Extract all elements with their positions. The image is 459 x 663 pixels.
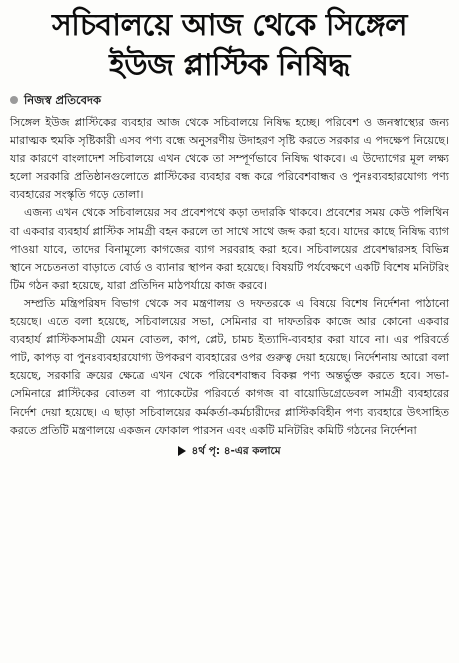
arrow-right-icon	[178, 446, 186, 456]
bullet-icon	[10, 96, 18, 104]
byline-text: নিজস্ব প্রতিবেদক	[24, 93, 102, 107]
paragraph-2: এজন্য এখন থেকে সচিবালয়ের সব প্রবেশপথে কড়া তদারকি থাকবে। প্রবেশের সময় কেউ পলিথিন বা একবার ব্যবহার্য প্লাস্টিক সামগ্রী বহন করলে তা সাথে সাথে জব্দ করা হবে। যাদের কাছে নিষিদ্ধ ব্যাগ পাওয়া যাবে, তাদের বিনামূল্যে কাগজের ব্যাগ সরবরাহ করা হবে। সচিবালয়ের প্রবেশদ্বারসহ বিভিন্ন স্থানে সচেতনতা বাড়াতে বোর্ড ও ব্যানার স্থাপন করা হয়েছে। বিষয়টি পর্যবেক্ষণে একটি বিশেষ মনিটরিং টিম গঠন করা হয়েছে, যারা প্রতিদিন মাঠপর্যায়ে কাজ করবে।	[10, 206, 449, 292]
headline	[10, 6, 449, 86]
continuation-text: ৪র্থ পৃ: ৪-এর কলামে	[191, 444, 281, 457]
headline-line-2: ইউজ প্লাস্টিক নিষিদ্ধ	[109, 48, 350, 83]
paragraph-3: সম্প্রতি মন্ত্রিপরিষদ বিভাগ থেকে সব মন্ত্রণালয় ও দফতরকে এ বিষয়ে বিশেষ নির্দেশনা পাঠানো হয়েছে। এতে বলা হয়েছে, সচিবালয়ের সভা, সেমিনার বা দাফতরিক কাজে আর কোনো একবার ব্যবহার্য প্লাস্টিকসামগ্রী যেমন বোতল, কাপ, প্লেট, চামচ ইত্যাদি-ব্যবহার করা যাবে না। এর পরিবর্তে পাট, কাপড় বা পুনঃব্যবহারযোগ্য উপকরণ ব্যবহারের ওপর গুরুত্ব দেয়া হয়েছে। নির্দেশনায় আরো বলা হয়েছে, সরকারি ক্রয়ের ক্ষেত্রে এখন থেকে পরিবেশবান্ধব বিকল্প পণ্য অন্তর্ভুক্ত করতে হবে। সভা-সেমিনারে প্লাস্টিকের বোতল বা প্যাকেটের পরিবর্তে কাগজ বা বায়োডিগ্রেডেবল সামগ্রী ব্যবহারের নির্দেশ দেয়া হয়েছে। এ ছাড়া সচিবালয়ের কর্মকর্তা-কর্মচারীদের প্লাস্টিকবিহীন পণ্য ব্যবহারে উৎসাহিত করতে প্রতিটি মন্ত্রণালয়ে একজন ফোকাল পারসন এবং একটি মনিটরিং কমিটি গঠনের নির্দেশনা	[10, 296, 450, 437]
paragraph-1: সিঙ্গেল ইউজ প্লাস্টিকের ব্যবহার আজ থেকে সচিবালয়ে নিষিদ্ধ হচ্ছে। পরিবেশ ও জনস্বাস্থ্যের জন্য মারাত্মক হুমকি সৃষ্টিকারী এসব পণ্য বন্ধে অনুসরণীয় উদাহরণ সৃষ্টি করতে সরকার এ পদক্ষেপ নিয়েছে। যার কারণে বাংলাদেশ সচিবালয়ে এখন থেকে তা সম্পূর্ণভাবে নিষিদ্ধ থাকবে। এ উদ্যোগের মূল লক্ষ্য হলো সরকারি প্রতিষ্ঠানগুলোতে প্লাস্টিকের ব্যবহার বন্ধ করে পরিবেশবান্ধব ও পুনঃব্যবহারযোগ্য পণ্য ব্যবহারের সংস্কৃতি গড়ে তোলা।	[10, 116, 449, 202]
byline	[10, 92, 449, 108]
article-body	[10, 114, 449, 440]
continuation-note	[10, 443, 449, 459]
headline-line-1: সচিবালয়ে আজ থেকে সিঙ্গেল	[51, 8, 408, 43]
